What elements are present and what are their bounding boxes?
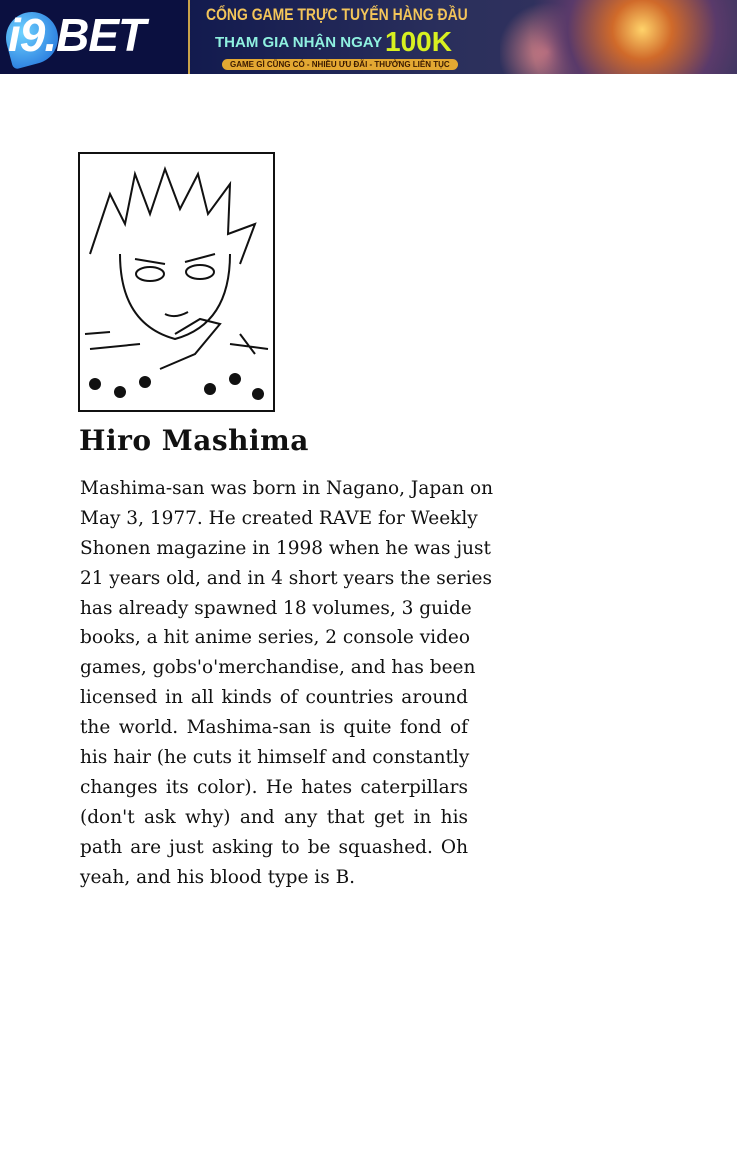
bio-line: changes its color). He hates caterpillars	[80, 776, 468, 798]
logo-text: i9.BET	[8, 9, 146, 61]
bio-line: path are just asking to be squashed. Oh	[80, 836, 468, 858]
banner-offer-amount: 100K	[385, 26, 452, 57]
bio-line: games, gobs'o'merchandise, and has been	[80, 657, 476, 679]
bio-line: books, a hit anime series, 2 console video	[80, 627, 471, 649]
banner-tagline: GAME GÌ CŨNG CÓ - NHIỀU ƯU ĐÃI - THƯỞNG LIÊN TỤC	[222, 59, 458, 70]
bio-line: 21 years old, and in 4 short years the series	[80, 567, 492, 589]
banner-headline: CỔNG GAME TRỰC TUYẾN HÀNG ĐẦU	[206, 5, 468, 24]
bio-line: (don't ask why) and any that get in his	[80, 806, 468, 828]
ad-banner[interactable]	[0, 0, 737, 74]
bio-line: the world. Mashima-san is quite fond of	[80, 717, 468, 739]
banner-offer-text: THAM GIA NHẬN NGAY	[215, 34, 383, 51]
bio-line: Shonen magazine in 1998 when he was just	[80, 537, 491, 559]
banner-characters-image	[500, 0, 737, 74]
brand-logo	[0, 0, 190, 74]
bio-line: yeah, and his blood type is B.	[80, 866, 356, 888]
bio-line: May 3, 1977. He created RAVE for Weekly	[80, 507, 478, 529]
author-portrait	[78, 152, 275, 412]
bio-line: has already spawned 18 volumes, 3 guide	[80, 597, 472, 619]
bio-line: his hair (he cuts it himself and constantly	[80, 747, 470, 769]
author-bio	[80, 474, 494, 892]
bio-line: licensed in all kinds of countries around	[80, 687, 468, 709]
bio-line: Mashima-san was born in Nagano, Japan on	[80, 478, 494, 499]
author-name: Hiro Mashima	[79, 424, 309, 457]
author-sketch-image	[80, 154, 273, 410]
